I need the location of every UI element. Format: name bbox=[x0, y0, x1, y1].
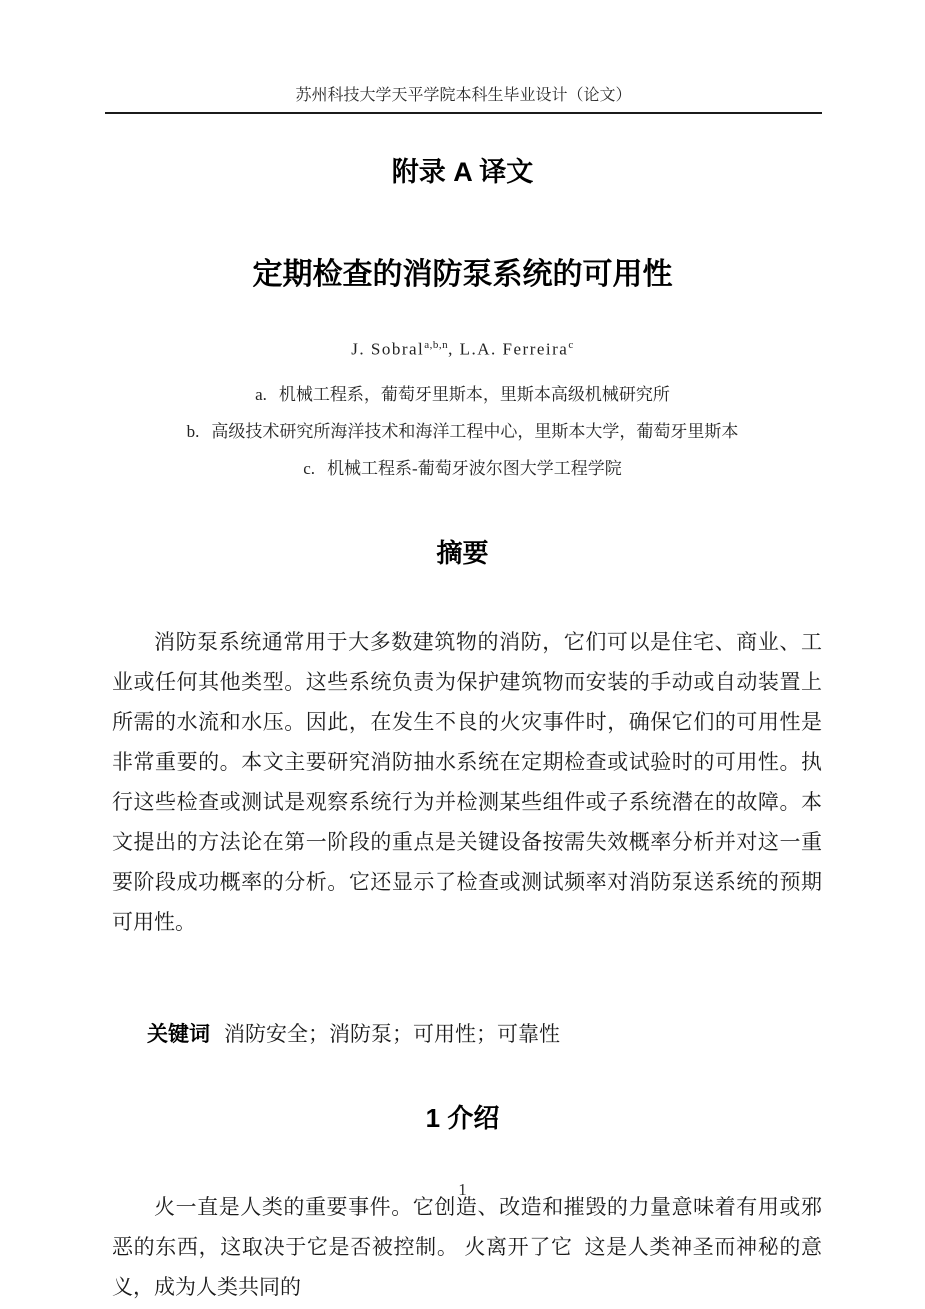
keywords-text: 消防安全；消防泵；可用性；可靠性 bbox=[224, 1021, 560, 1046]
affiliation-a-text: 机械工程系，葡萄牙里斯本，里斯本高级机械研究所 bbox=[278, 384, 670, 404]
affiliation-c bbox=[0, 450, 925, 487]
author-1-name: J. Sobral bbox=[351, 339, 425, 359]
running-header: 苏州科技大学天平学院本科生毕业设计（论文） bbox=[105, 82, 822, 114]
affiliation-b-label: b. bbox=[186, 421, 200, 441]
affiliation-a-label: a. bbox=[255, 384, 267, 404]
abstract-heading: 摘要 bbox=[436, 537, 489, 568]
affiliation-a bbox=[0, 376, 925, 413]
affiliations bbox=[0, 376, 925, 487]
abstract-paragraph: 消防泵系统通常用于大多数建筑物的消防，它们可以是住宅、商业、工业或任何其他类型。这些系统负责为保护建筑物而安装的手动或自动装置上所需的水流和水压。因此，在发生不良的火灾事件时，确保它们的可用性是非常重要的。本文主要研究消防抽水系统在定期检查或试验时的可用性。执行这些检查或测试是观察系统行为并检测某些组件或子系统潜在的故障。本文提出的方法论在第一阶段的重点是关键设备按需失效概率分析并对这一重要阶段成功概率的分析。它还显示了检查或测试频率对消防泵送系统的预期可用性。 bbox=[112, 629, 822, 934]
author-1-superscript: a,b,n bbox=[424, 339, 449, 351]
affiliation-b-text: 高级技术研究所海洋技术和海洋工程中心，里斯本大学，葡萄牙里斯本 bbox=[211, 421, 739, 441]
keywords-label: 关键词 bbox=[147, 1022, 210, 1046]
appendix-title: 附录 A 译文 bbox=[391, 157, 534, 187]
authors-separator: , bbox=[448, 339, 454, 359]
authors-line bbox=[0, 339, 925, 360]
author-2-superscript: c bbox=[568, 339, 574, 351]
affiliation-b bbox=[0, 413, 925, 450]
page-number: 1 bbox=[458, 1180, 467, 1199]
author-2-name: L.A. Ferreira bbox=[459, 339, 569, 359]
introduction-paragraph: 火一直是人类的重要事件。它创造、改造和摧毁的力量意味着有用或邪恶的东西，这取决于它是否被控制。 火离开了它 这是人类神圣而神秘的意义，成为人类共同的 bbox=[112, 1194, 822, 1299]
keywords-line bbox=[147, 1018, 822, 1048]
paper-title: 定期检查的消防泵系统的可用性 bbox=[252, 258, 673, 291]
affiliation-c-label: c. bbox=[303, 458, 316, 478]
section-1-heading: 1 介绍 bbox=[425, 1102, 500, 1133]
affiliation-c-text: 机械工程系-葡萄牙波尔图大学工程学院 bbox=[327, 458, 622, 478]
